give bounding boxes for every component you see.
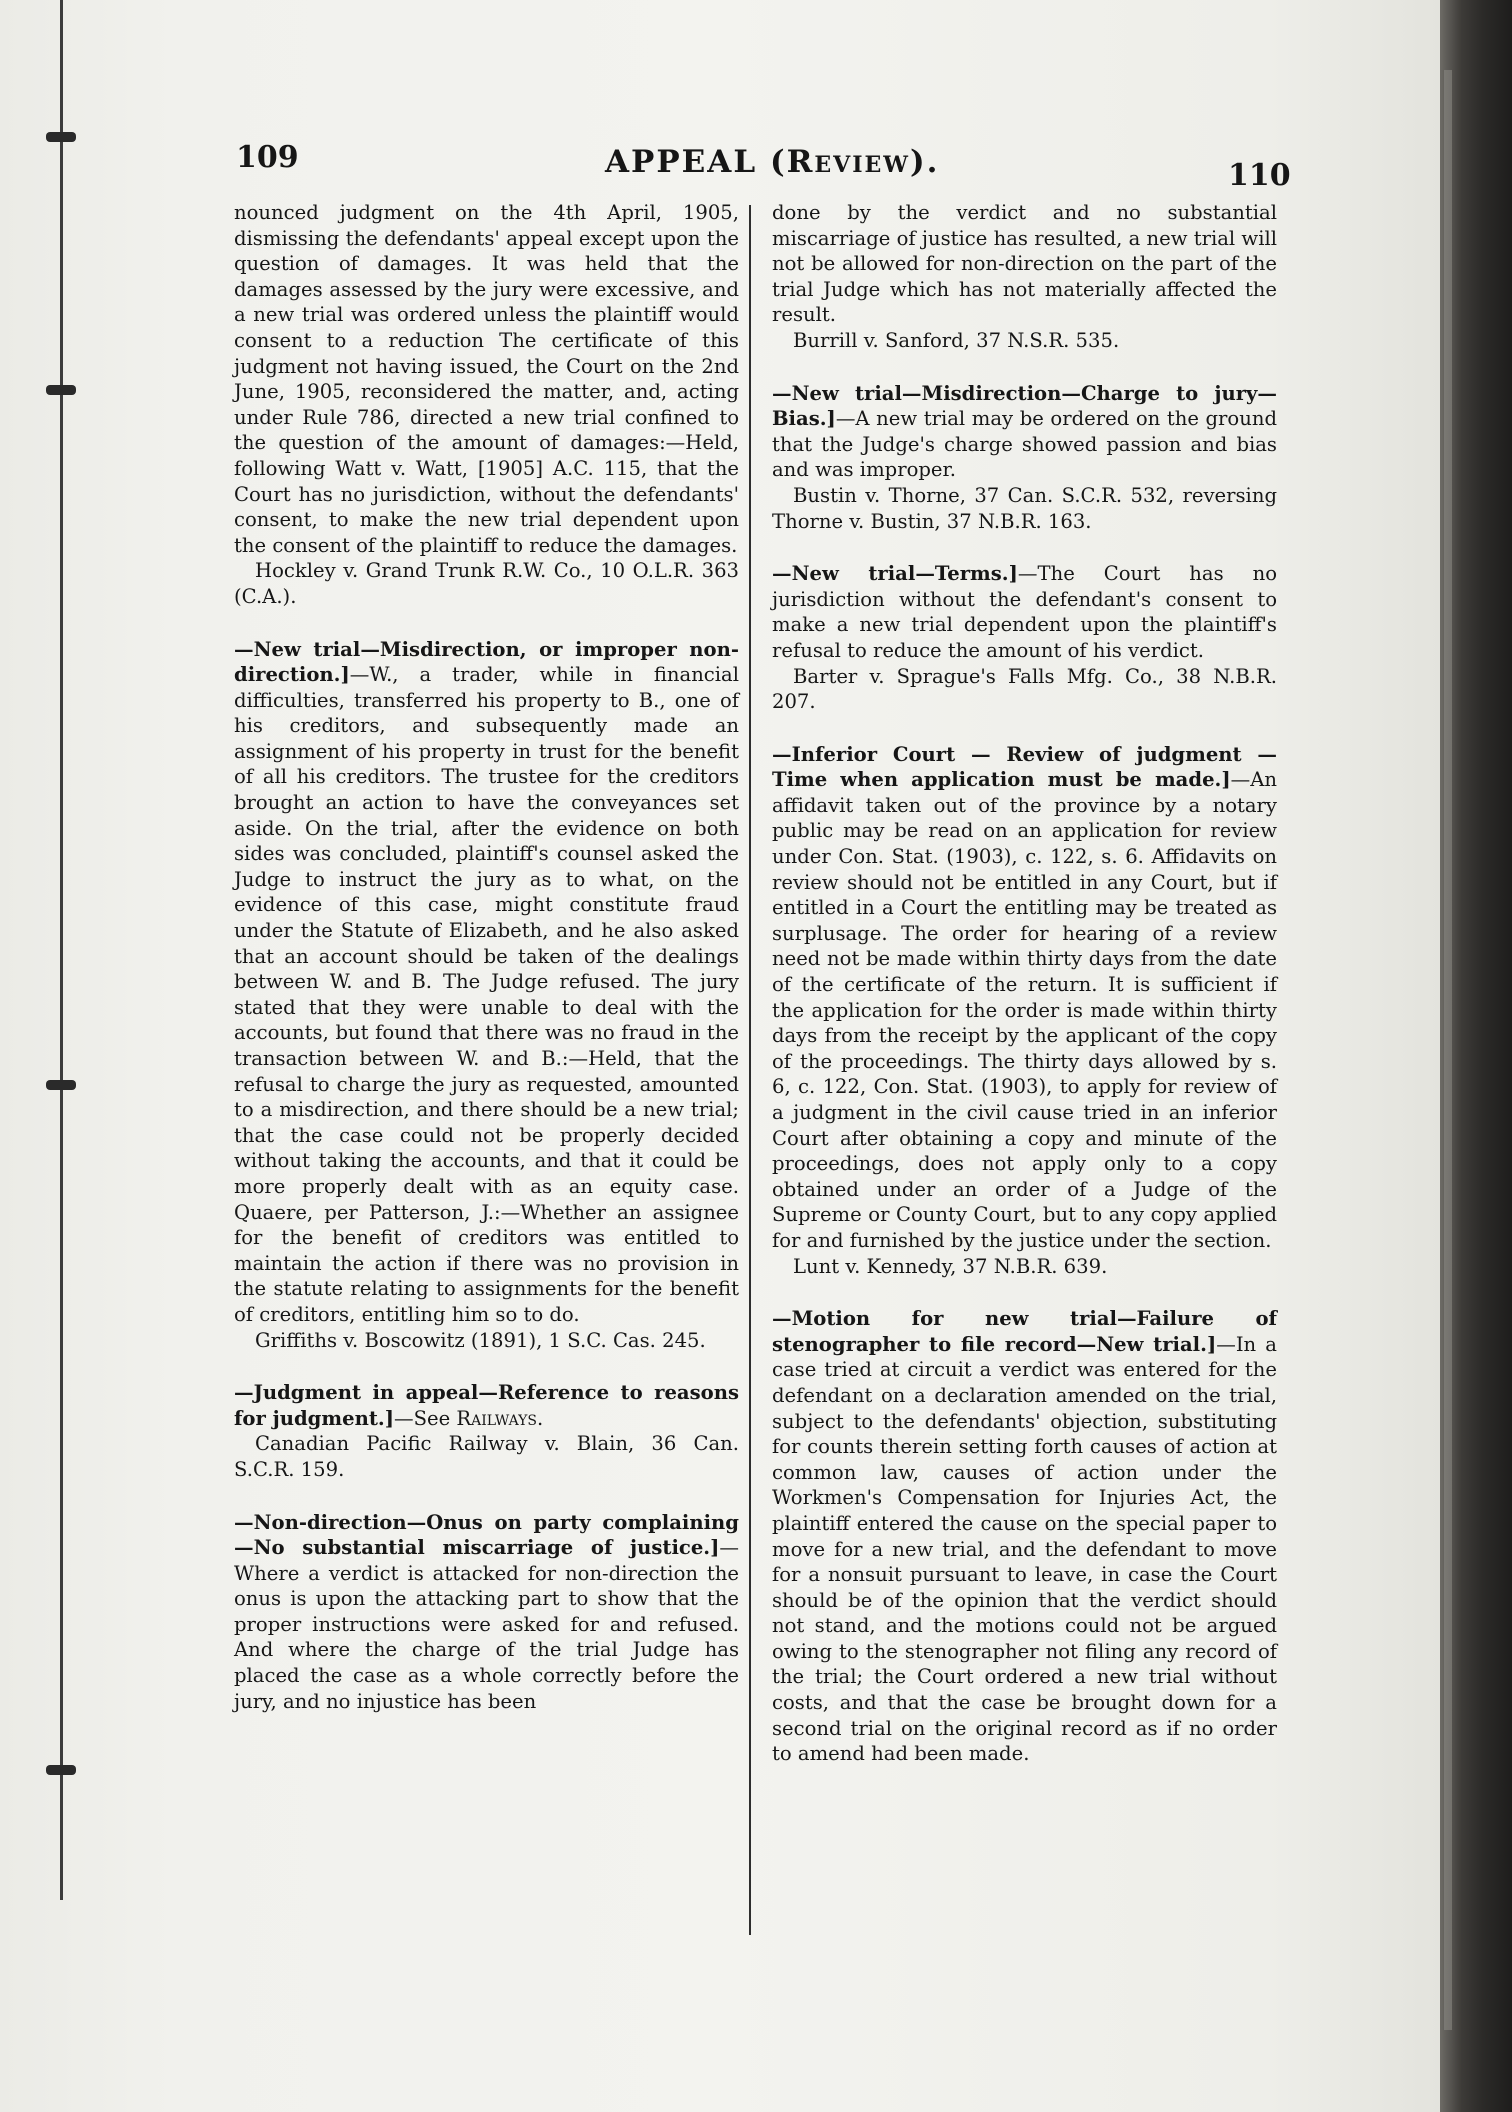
binding-thread: [60, 0, 63, 1900]
right-column: [772, 200, 1277, 1767]
digest-entry: [772, 742, 1277, 1279]
entry-heading: —Motion for new trial—Failure of stenographer to file record—New trial.]: [772, 1307, 1277, 1356]
entry-body: [772, 1306, 1277, 1767]
entry-heading: —New trial—Terms.]: [772, 562, 1018, 586]
book-spine: [1440, 0, 1512, 2112]
column-divider: [749, 205, 751, 1935]
entry-body: [234, 637, 739, 1328]
digest-entry: [772, 1306, 1277, 1767]
case-citation: Canadian Pacific Railway v. Blain, 36 Can. S.C.R. 159.: [234, 1432, 739, 1481]
binding-stitch: [46, 385, 76, 395]
entry-text: —An affidavit taken out of the province by a notary public may be read on an application for review under Con. Stat. (1903), c. 122, s. 6. Affidavits on review should not be entitled in any Court, but if entitled in a Court the entitling may be treated as surplusage. The order for hearing of a review need not be made within thirty days from the date of the certificate of the return. It is sufficient if the application for the order is made within thirty days from the receipt by the applicant of the copy of the proceedings. The thirty days allowed by s. 6, c. 122, Con. Stat. (1903), to apply for review of a judgment in the civil cause tried in an inferior Court after obtaining a copy and minute of the proceedings, does not apply only to a copy obtained under an order of a Judge of the Supreme or County Court, but to any copy applied for and furnished by the justice under the section.: [772, 768, 1277, 1252]
digest-entry: [234, 1510, 739, 1715]
digest-entry: [772, 381, 1277, 535]
case-citation: Burrill v. Sanford, 37 N.S.R. 535.: [793, 328, 1120, 352]
digest-entry: [772, 200, 1277, 354]
entry-text: —See: [393, 1406, 457, 1430]
entry-heading: —New trial—Misdirection—Charge to jury—Bias.]: [772, 381, 1277, 431]
binding-stitch: [46, 1080, 76, 1090]
left-column: [234, 200, 739, 1714]
entry-heading: —Inferior Court — Review of judgment — Time when application must be made.]: [772, 742, 1277, 792]
entry-text: nounced judgment on the 4th April, 1905, dismissing the defendants' appeal except upon the question of damages. It was held that the damages assessed by the jury were excessive, and a new trial was ordered unless the plaintiff would consent to a reduction The certificate of this judgment not having issued, the Court on the 2nd June, 1905, reconsidered the matter, and, acting under Rule 786, directed a new trial confined to the question of the amount of damages:—Held, following Watt v. Watt, [1905] A.C. 115, that the Court has no jurisdiction, without the defendants' consent, to make the new trial dependent upon the consent of the plaintiff to reduce the damages.: [234, 201, 739, 557]
digest-entry: [234, 637, 739, 1354]
entry-text: —The Court has no jurisdiction without the defendant's consent to make a new trial dependent upon the plaintiff's refusal to reduce the amount of his verdict.: [772, 562, 1278, 662]
page-number-left: 109: [236, 140, 299, 175]
digest-entry: [234, 1380, 739, 1482]
running-head-subtitle: (Review).: [769, 144, 940, 180]
case-citation: Bustin v. Thorne, 37 Can. S.C.R. 532, reversing Thorne v. Bustin, 37 N.B.R. 163.: [772, 483, 1277, 533]
entry-text: —In a case tried at circuit a verdict was entered for the defendant on a declaration amended on the trial, subject to the defendants' objection, substituting for counts therein setting forth causes of action at common law, causes of action under the Workmen's Compensation for Injuries Act, the plaintiff entered the cause on the special paper to move for a new trial, and the defendant to move for a nonsuit pursuant to leave, in case the Court should be of the opinion that the verdict should not stand, and the motions could not be argued owing to the stenographer not filing any record of the trial; the Court ordered a new trial without costs, and that the case be brought down for a second trial on the original record as if no order to amend had been made.: [772, 1332, 1277, 1766]
entry-body: [234, 1510, 739, 1715]
digest-entry: [772, 561, 1277, 715]
entry-heading: —Judgment in appeal—Reference to reasons for judgment.]: [234, 1381, 739, 1430]
entry-text: —W., a trader, while in financial difficulties, transferred his property to B., one of his creditors, and subsequently made an assignment of his property in trust for the benefit of all his creditors. The trustee for the creditors brought an action to have the conveyances set aside. On the trial, after the evidence on both sides was concluded, plaintiff's counsel asked the Judge to instruct the jury as to what, on the evidence of this case, might constitute fraud under the Statute of Elizabeth, and he also asked that an account should be taken of the dealings between W. and B. The Judge refused. The jury stated that they were unable to deal with the accounts, but found that there was no fraud in the transaction between W. and B.:—Held, that the refusal to charge the jury as requested, amounted to a misdirection, and there should be a new trial; that the case could not be properly decided without taking the accounts, and that it could be more properly dealt with as an equity case. Quaere, per Patterson, J.:—Whether an assignee for the benefit of creditors was entitled to maintain the action if there was no provision in the statute relating to assignments for the benefit of creditors, entitling him so to do.: [234, 663, 739, 1326]
entry-text: done by the verdict and no substantial miscarriage of justice has resulted, a new trial will not be allowed for non-direction on the part of the trial Judge which has not materially affected the result.: [772, 201, 1277, 327]
case-citation: Lunt v. Kennedy, 37 N.B.R. 639.: [793, 1254, 1108, 1278]
running-head-title: APPEAL: [605, 144, 758, 180]
entry-body: [772, 381, 1277, 483]
cross-reference: Railways.: [456, 1406, 544, 1430]
entry-body: [234, 1380, 739, 1431]
entry-text: —A new trial may be ordered on the ground that the Judge's charge showed passion and bias and was improper.: [772, 407, 1277, 482]
entry-body: [772, 742, 1277, 1254]
binding-stitch: [46, 132, 76, 142]
entry-text: —Where a verdict is attacked for non-direction the onus is upon the attacking part to show that the proper instructions were asked for and refused. And where the charge of the trial Judge has placed the case as a whole correctly before the jury, and no injustice has been: [234, 1536, 739, 1713]
entry-heading: —Non-direction—Onus on party complaining—No substantial miscarriage of justice.]: [234, 1510, 739, 1560]
entry-body: [772, 561, 1277, 663]
case-citation: Barter v. Sprague's Falls Mfg. Co., 38 N.B.R. 207.: [772, 664, 1277, 714]
page-number-right: 110: [1228, 158, 1291, 193]
case-citation: Griffiths v. Boscowitz (1891), 1 S.C. Cas. 245.: [255, 1328, 706, 1352]
binding-stitch: [46, 1765, 76, 1775]
case-citation: Hockley v. Grand Trunk R.W. Co., 10 O.L.R. 363 (C.A.).: [234, 559, 739, 608]
running-head: [605, 144, 939, 180]
entry-heading: —New trial—Misdirection, or improper non-direction.]: [234, 637, 739, 687]
digest-entry: [234, 200, 739, 610]
